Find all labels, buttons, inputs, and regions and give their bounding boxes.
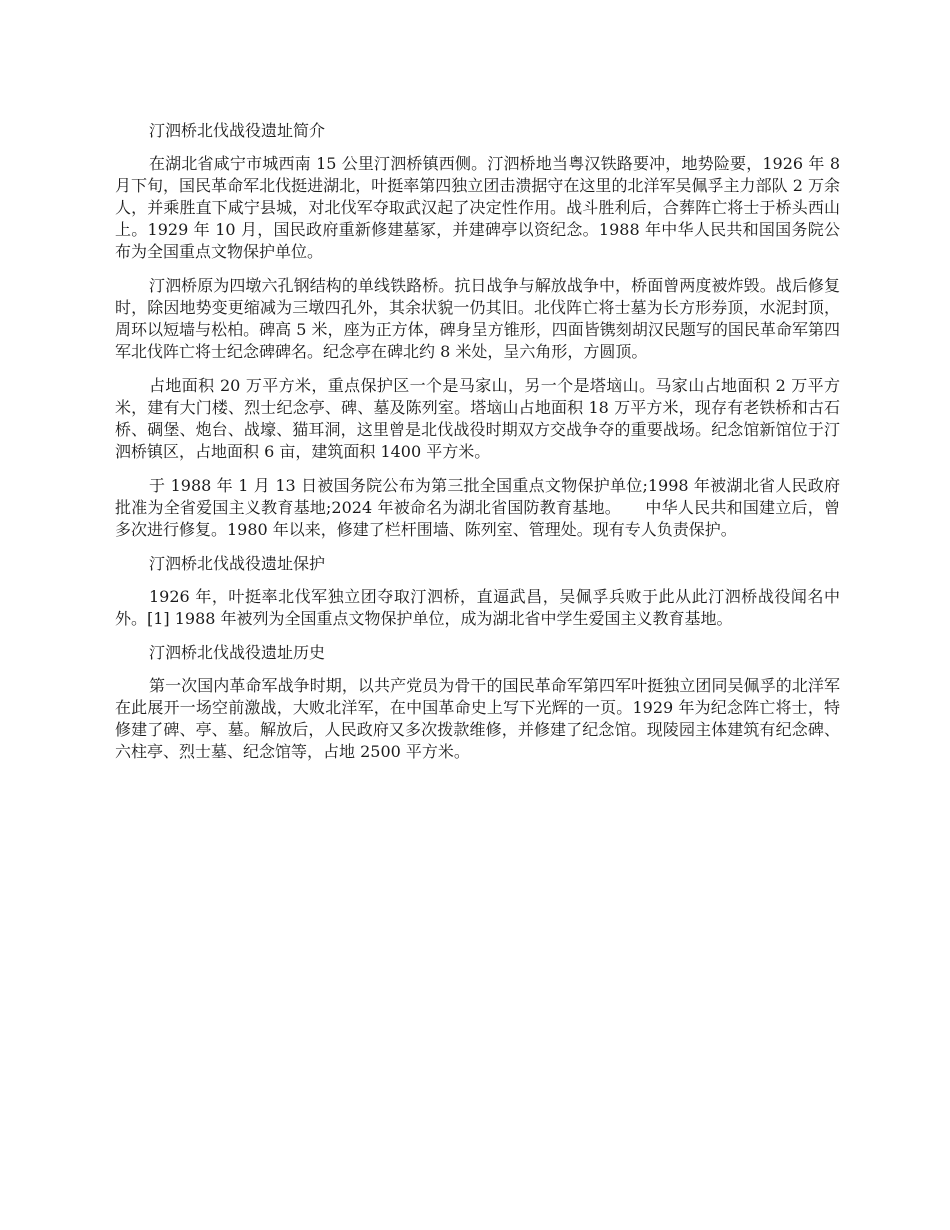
section-heading-protection: 汀泗桥北伐战役遗址保护 xyxy=(149,554,326,573)
paragraph-designation: 于 1988 年 1 月 13 日被国务院公布为第三批全国重点文物保护单位;1998 年被湖北省人民政府批准为全省爱国主义教育基地;2024 年被命名为湖北省国防教育基地。 中华人民共和国建立后，曾多次进行修复。1980 年以来，修建了栏杆围墙、陈列室、管理处。现有专人负责保护。 xyxy=(115,476,840,539)
document-page xyxy=(115,120,840,775)
paragraph-bridge-description: 汀泗桥原为四墩六孔钢结构的单线铁路桥。抗日战争与解放战争中，桥面曾两度被炸毁。战后修复时，除因地势变更缩减为三墩四孔外，其余状貌一仍其旧。北伐阵亡将士墓为长方形券顶，水泥封顶，周环以短墙与松柏。碑高 5 米，座为正方体，碑身呈方锥形，四面皆镌刻胡汉民题写的国民革命军第四军北伐阵亡将士纪念碑碑名。纪念亭在碑北约 8 米处，呈六角形，方圆顶。 xyxy=(115,276,840,361)
section-heading-intro: 汀泗桥北伐战役遗址简介 xyxy=(149,121,326,140)
paragraph-location: 在湖北省咸宁市城西南 15 公里汀泗桥镇西侧。汀泗桥地当粤汉铁路要冲，地势险要，1926 年 8 月下旬，国民革命军北伐挺进湖北，叶挺率第四独立团击溃据守在这里的北洋军吴佩孚主力部队 2 万余人，并乘胜直下咸宁县城，对北伐军夺取武汉起了决定性作用。战斗胜利后，合葬阵亡将士于桥头西山上。1929 年 10 月，国民政府重新修建墓冢，并建碑亭以资纪念。1988 年中华人民共和国国务院公布为全国重点文物保护单位。 xyxy=(115,154,840,261)
paragraph-history: 第一次国内革命军战争时期，以共产党员为骨干的国民革命军第四军叶挺独立团同吴佩孚的北洋军在此展开一场空前激战，大败北洋军，在中国革命史上写下光辉的一页。1929 年为纪念阵亡将士，特修建了碑、亭、墓。解放后，人民政府又多次拨款维修，并修建了纪念馆。现陵园主体建筑有纪念碑、六柱亭、烈士墓、纪念馆等，占地 2500 平方米。 xyxy=(115,676,840,761)
paragraph-area: 占地面积 20 万平方米，重点保护区一个是马家山，另一个是塔垴山。马家山占地面积 2 万平方米，建有大门楼、烈士纪念亭、碑、墓及陈列室。塔垴山占地面积 18 万平方米，现存有老铁桥和古石桥、碉堡、炮台、战壕、猫耳洞，这里曾是北伐战役时期双方交战争夺的重要战场。纪念馆新馆位于汀泗桥镇区，占地面积 6 亩，建筑面积 1400 平方米。 xyxy=(115,376,840,461)
paragraph-protection: 1926 年，叶挺率北伐军独立团夺取汀泗桥，直逼武昌，吴佩孚兵败于此从此汀泗桥战役闻名中外。[1] 1988 年被列为全国重点文物保护单位，成为湖北省中学生爱国主义教育基地。 xyxy=(115,587,840,628)
section-heading-history: 汀泗桥北伐战役遗址历史 xyxy=(149,643,326,662)
